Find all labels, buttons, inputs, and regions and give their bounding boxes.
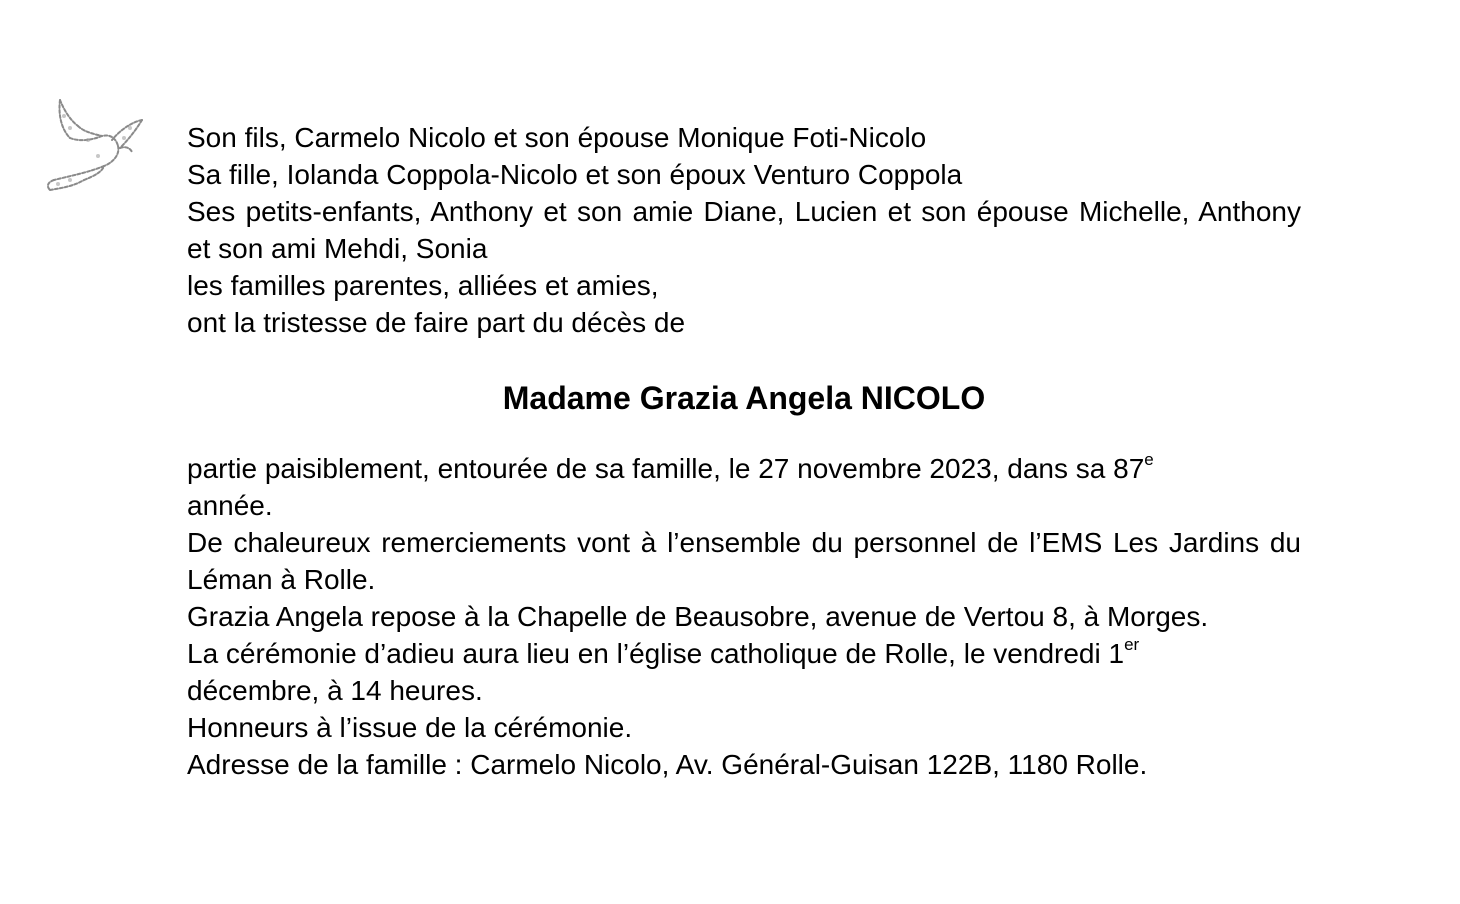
resting-place-paragraph: Grazia Angela repose à la Chapelle de Beausobre, avenue de Vertou 8, à Morges. bbox=[187, 601, 1209, 632]
ceremony-paragraph bbox=[187, 635, 1301, 709]
families-line: les familles parentes, alliées et amies, bbox=[187, 270, 659, 301]
date-superscript: er bbox=[1124, 635, 1140, 654]
son-line: Son fils, Carmelo Nicolo et son épouse Monique Foti-Nicolo bbox=[187, 122, 927, 153]
grandchildren-line: Ses petits-enfants, Anthony et son amie Diane, Lucien et son épouse Michelle, Anthony et son ami Mehdi, Sonia bbox=[187, 196, 1301, 264]
dove-icon bbox=[40, 96, 150, 200]
deceased-name-heading: Madame Grazia Angela NICOLO bbox=[502, 380, 986, 416]
honours-line: Honneurs à l’issue de la cérémonie. bbox=[187, 712, 633, 743]
ceremony-text: La cérémonie d’adieu aura lieu en l’église catholique de Rolle, le vendredi 1 bbox=[187, 638, 1125, 669]
passing-text-end: année. bbox=[187, 490, 273, 521]
announcement-line: ont la tristesse de faire part du décès de bbox=[187, 307, 686, 338]
passing-paragraph bbox=[187, 450, 1301, 524]
thanks-paragraph: De chaleureux remerciements vont à l’ensemble du personnel de l’EMS Les Jardins du Léman à Rolle. bbox=[187, 527, 1301, 595]
family-address-line: Adresse de la famille : Carmelo Nicolo, Av. Général-Guisan 122B, 1180 Rolle. bbox=[187, 749, 1148, 780]
ceremony-text-end: décembre, à 14 heures. bbox=[187, 675, 483, 706]
obituary-notice bbox=[187, 119, 1301, 783]
passing-text: partie paisiblement, entourée de sa famille, le 27 novembre 2023, dans sa 87 bbox=[187, 453, 1145, 484]
ordinal-superscript: e bbox=[1144, 450, 1154, 469]
daughter-line: Sa fille, Iolanda Coppola-Nicolo et son époux Venturo Coppola bbox=[187, 159, 963, 190]
